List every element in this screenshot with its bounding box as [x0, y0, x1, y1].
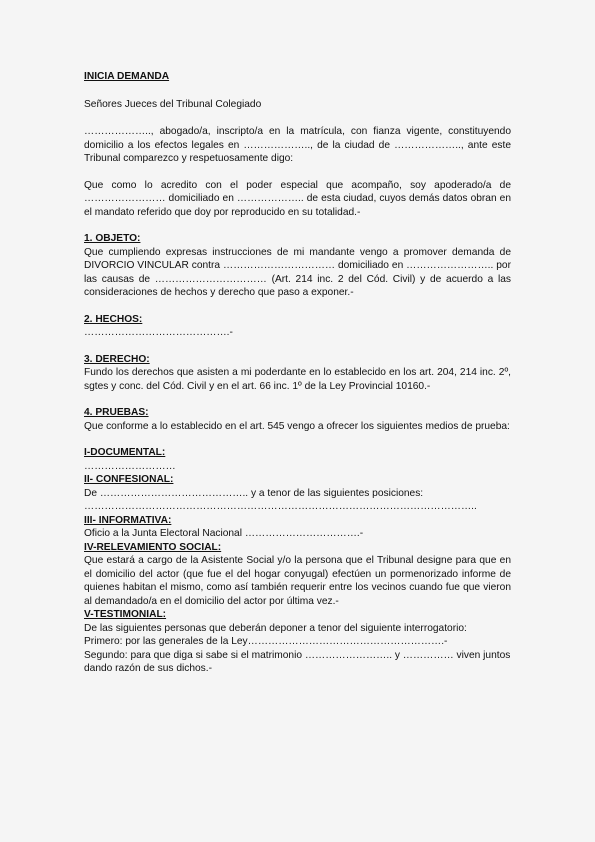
pruebas-heading: 4. PRUEBAS:: [84, 407, 149, 418]
apoderado-paragraph: Que como lo acredito con el poder especial que acompaño, soy apoderado/a de …………………… domiciliado en ……………….. de esta ciudad, cuyos demás datos obran en el mandato referido que doy por reproducido en su totalidad.-: [84, 179, 511, 218]
objeto-paragraph: Que cumpliendo expresas instrucciones de mi mandante vengo a promover demanda de DIVORCIO VINCULAR contra …………………………… domiciliado en …………………….. por las causas de …………………………… (Art. 214 inc. 2 del Cód. Civil) y de acuerdo a las consideraciones de hechos y derecho que paso a exponer.-: [84, 246, 511, 298]
informativa-heading: III- INFORMATIVA:: [84, 514, 172, 526]
testimonial-paragraph: De las siguientes personas que deberán deponer a tenor del siguiente interrogatorio:: [84, 622, 467, 634]
confesional-heading: II- CONFESIONAL:: [84, 474, 174, 485]
confesional-dots: ……………………………………………………………………………………………………..: [84, 501, 477, 512]
document-title: INICIA DEMANDA: [84, 71, 170, 82]
relevamiento-social-paragraph: Que estará a cargo de la Asistente Social y/o la persona que el Tribunal designe para que en el domicilio del actor (que fue el del hogar conyugal) efectúen un pormenorizado informe de quienes habitan el mismo, como así también requerir entre los vecinos cuando fue que vieron al demandado/a en el domicilio del actor por última vez.-: [84, 555, 511, 607]
objeto-heading: 1. OBJETO:: [84, 233, 141, 244]
documental-text: ………………………: [84, 460, 176, 472]
confesional-text: De …………………………………….. y a tenor de las siguientes posiciones:: [84, 487, 424, 499]
testimonial-heading: V-TESTIMONIAL:: [84, 609, 167, 620]
testimonial-primero: Primero: por las generales de la Ley………………………………………………….-: [84, 636, 448, 647]
intro-paragraph: ……………….., abogado/a, inscripto/a en la matrícula, con fianza vigente, constituyendo domicilio a los efectos legales en ……………….., de la ciudad de ……………….., ante este Tribunal comparezco y respetuosamente digo:: [84, 126, 511, 164]
document-body: [84, 70, 511, 676]
derecho-paragraph: Fundo los derechos que asisten a mi poderdante en lo establecido en los art. 204, 214 inc. 2º, sgtes y conc. del Cód. Civil y en el art. 66 inc. 1º de la Ley Provincial 10160.-: [84, 367, 511, 392]
pruebas-paragraph: Que conforme a lo establecido en el art. 545 vengo a ofrecer los siguientes medios de prueba:: [84, 420, 510, 432]
salutation: Señores Jueces del Tribunal Colegiado: [84, 98, 262, 110]
informativa-text: Oficio a la Junta Electoral Nacional …………………………….-: [84, 528, 364, 539]
testimonial-segundo: Segundo: para que diga si sabe si el matrimonio …………………….. y …………… viven juntos dando razón de sus dichos.-: [84, 649, 511, 674]
relevamiento-social-heading: IV-RELEVAMIENTO SOCIAL:: [84, 541, 222, 553]
hechos-paragraph: …………………………………….-: [84, 327, 233, 338]
derecho-heading: 3. DERECHO:: [84, 353, 150, 365]
documental-heading: I-DOCUMENTAL:: [84, 447, 166, 458]
hechos-heading: 2. HECHOS:: [84, 313, 143, 325]
